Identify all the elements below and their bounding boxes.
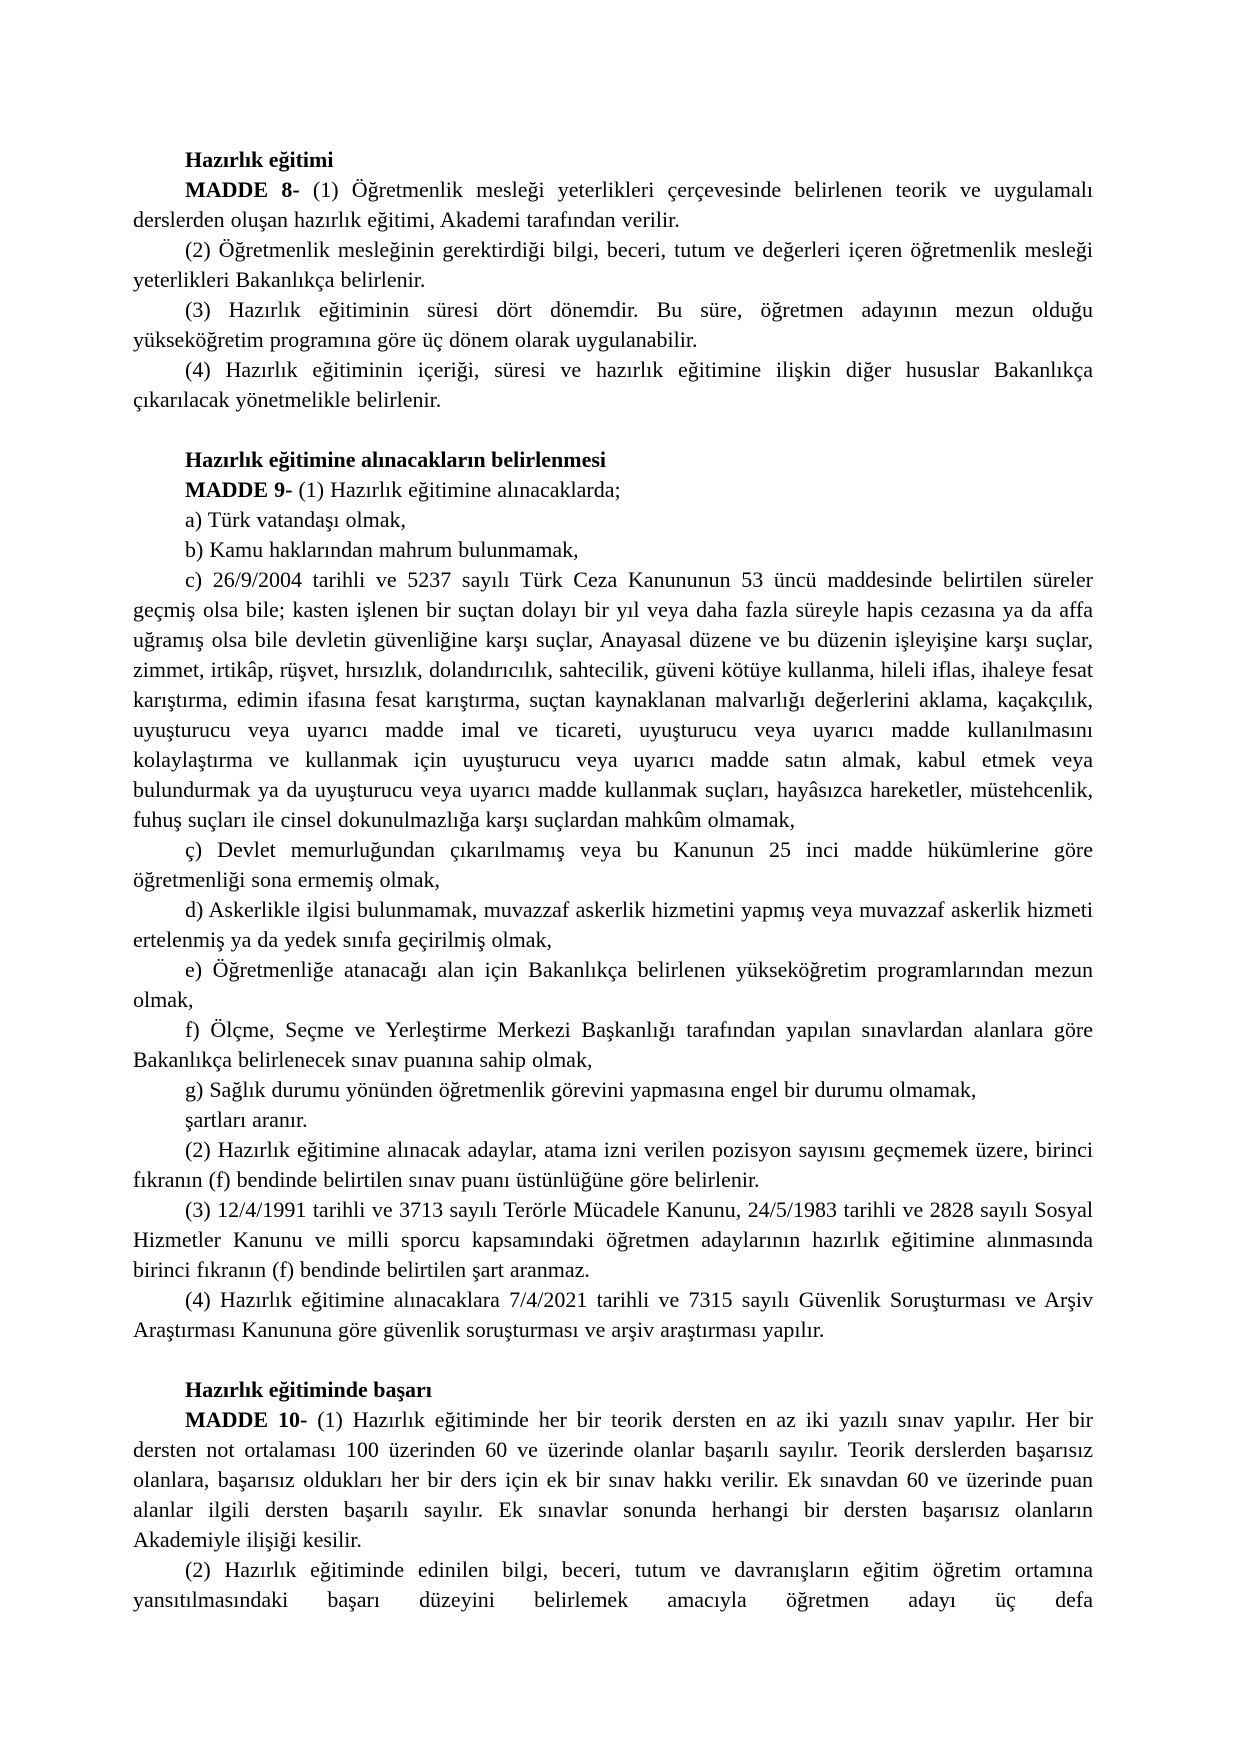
paragraph-text: c) 26/9/2004 tarihli ve 5237 sayılı Türk Ceza Kanununun 53 üncü maddesinde belirtilen süreler geçmiş olsa bile; kasten işlenen bir suçtan dolayı bir yıl veya daha fazla süreyle hapis cezasına ya da affa uğramış olsa bile devletin güvenliğine karşı suçlar, Anayasal düzene ve bu düzenin işleyişine karşı suçlar, zimmet, irtikâp, rüşvet, hırsızlık, dolandırıcılık, sahtecilik, güveni kötüye kullanma, hileli iflas, ihaleye fesat karıştırma, edimin ifasına fesat karıştırma, suçtan kaynaklanan malvarlığı değerlerini aklama, kaçakçılık, uyuşturucu veya uyarıcı madde imal ve ticareti, uyuşturucu veya uyarıcı madde kullanılmasını kolaylaştırma ve kullanmak için uyuşturucu veya uyarıcı madde satın almak, kabul etmek veya bulundurmak ya da uyuşturucu veya uyarıcı madde kullanmak suçları, hayâsızca hareketler, müstehcenlik, fuhuş suçları ile cinsel dokunulmazlığa karşı suçlardan mahkûm olmamak,	[133, 567, 1093, 832]
document-text-block	[133, 145, 1093, 1615]
section-heading-hazirlik-egitimi: Hazırlık eğitimi	[185, 147, 334, 172]
paragraph-text: (2) Hazırlık eğitiminde edinilen bilgi, beceri, tutum ve davranışların eğitim öğretim ortamına yansıtılmasındaki başarı düzeyini belirlemek amacıyla öğretmen adayı üç defa	[133, 1557, 1093, 1612]
paragraph-madde10-f1	[133, 1405, 1093, 1555]
paragraph-text: d) Askerlikle ilgisi bulunmamak, muvazzaf askerlik hizmetini yapmış veya muvazzaf askerlik hizmeti ertelenmiş ya da yedek sınıfa geçirilmiş olmak,	[133, 897, 1093, 952]
paragraph-text: ç) Devlet memurluğundan çıkarılmamış veya bu Kanunun 25 inci madde hükümlerine göre öğretmenliği sona ermemiş olmak,	[133, 837, 1093, 892]
paragraph-text: (1) Öğretmenlik mesleği yeterlikleri çerçevesinde belirlenen teorik ve uygulamalı derslerden oluşan hazırlık eğitimi, Akademi tarafından verilir.	[133, 177, 1093, 232]
paragraph-text: (1) Hazırlık eğitimine alınacaklarda;	[292, 477, 621, 502]
paragraph-text: (4) Hazırlık eğitiminin içeriği, süresi ve hazırlık eğitimine ilişkin diğer hususlar Bakanlıkça çıkarılacak yönetmelikle belirlenir.	[133, 357, 1093, 412]
paragraph-madde8-f4	[133, 355, 1093, 415]
paragraph-madde8-f2	[133, 235, 1093, 295]
madde10-bold-label: MADDE 10-	[185, 1407, 308, 1432]
section-heading-hazirlik-egitiminde-basari: Hazırlık eğitiminde başarı	[185, 1377, 432, 1402]
paragraph-text: e) Öğretmenliğe atanacağı alan için Bakanlıkça belirlenen yükseköğretim programlarından mezun olmak,	[133, 957, 1093, 1012]
paragraph-madde9-f4	[133, 1285, 1093, 1345]
paragraph-text: (1) Hazırlık eğitiminde her bir teorik dersten en az iki yazılı sınav yapılır. Her bir dersten not ortalaması 100 üzerinden 60 ve üzerinde olanlar başarılı sayılır. Teorik derslerden başarısız olanlara, başarısız oldukları her bir ders için ek bir sınav hakkı verilir. Ek sınavdan 60 ve üzerinde puan alanlar ilgili dersten başarılı sayılır. Ek sınavlar sonunda herhangi bir dersten başarısız olanların Akademiyle ilişiği kesilir.	[133, 1407, 1093, 1552]
paragraph-madde9-bent-d	[133, 895, 1093, 955]
paragraph-text: (2) Öğretmenlik mesleğinin gerektirdiği bilgi, beceri, tutum ve değerleri içeren öğretmenlik mesleği yeterlikleri Bakanlıkça belirlenir.	[133, 237, 1093, 292]
paragraph-text: şartları aranır.	[185, 1107, 308, 1132]
paragraph-text: (2) Hazırlık eğitimine alınacak adaylar, atama izni verilen pozisyon sayısını geçmemek üzere, birinci fıkranın (f) bendinde belirtilen sınav puanı üstünlüğüne göre belirlenir.	[133, 1137, 1093, 1192]
paragraph-madde9-f3	[133, 1195, 1093, 1285]
section-madde-10	[133, 1375, 1093, 1615]
paragraph-text: g) Sağlık durumu yönünden öğretmenlik görevini yapmasına engel bir durumu olmamak,	[185, 1077, 977, 1102]
paragraph-madde9-f1	[133, 475, 1093, 505]
paragraph-madde9-bent-e	[133, 955, 1093, 1015]
paragraph-madde9-sartlari-aranir	[133, 1105, 1093, 1135]
section-madde-9	[133, 445, 1093, 1345]
paragraph-text: (3) 12/4/1991 tarihli ve 3713 sayılı Terörle Mücadele Kanunu, 24/5/1983 tarihli ve 2828 sayılı Sosyal Hizmetler Kanunu ve milli sporcu kapsamındaki öğretmen adaylarının hazırlık eğitimine alınmasında birinci fıkranın (f) bendinde belirtilen şart aranmaz.	[133, 1197, 1093, 1282]
section-madde-8	[133, 145, 1093, 415]
paragraph-madde8-f3	[133, 295, 1093, 355]
paragraph-text: b) Kamu haklarından mahrum bulunmamak,	[185, 537, 579, 562]
paragraph-madde9-bent-b	[133, 535, 1093, 565]
paragraph-madde9-bent-g	[133, 1075, 1093, 1105]
section-heading-alinacaklarin-belirlenmesi: Hazırlık eğitimine alınacakların belirlenmesi	[185, 447, 607, 472]
paragraph-text: (3) Hazırlık eğitiminin süresi dört dönemdir. Bu süre, öğretmen adayının mezun olduğu yükseköğretim programına göre üç dönem olarak uygulanabilir.	[133, 297, 1093, 352]
paragraph-madde8-f1	[133, 175, 1093, 235]
paragraph-text: f) Ölçme, Seçme ve Yerleştirme Merkezi Başkanlığı tarafından yapılan sınavlardan alanlara göre Bakanlıkça belirlenecek sınav puanına sahip olmak,	[133, 1017, 1093, 1072]
paragraph-madde9-bent-cc	[133, 835, 1093, 895]
paragraph-madde9-bent-a	[133, 505, 1093, 535]
paragraph-madde9-bent-f	[133, 1015, 1093, 1075]
paragraph-text: (4) Hazırlık eğitimine alınacaklara 7/4/2021 tarihli ve 7315 sayılı Güvenlik Soruşturması ve Arşiv Araştırması Kanununa göre güvenlik soruşturması ve arşiv araştırması yapılır.	[133, 1287, 1093, 1342]
paragraph-madde10-f2	[133, 1555, 1093, 1615]
madde9-bold-label: MADDE 9-	[185, 477, 293, 502]
paragraph-text: a) Türk vatandaşı olmak,	[185, 507, 407, 532]
paragraph-madde9-f2	[133, 1135, 1093, 1195]
paragraph-madde9-bent-c	[133, 565, 1093, 835]
madde8-bold-label: MADDE 8-	[185, 177, 300, 202]
